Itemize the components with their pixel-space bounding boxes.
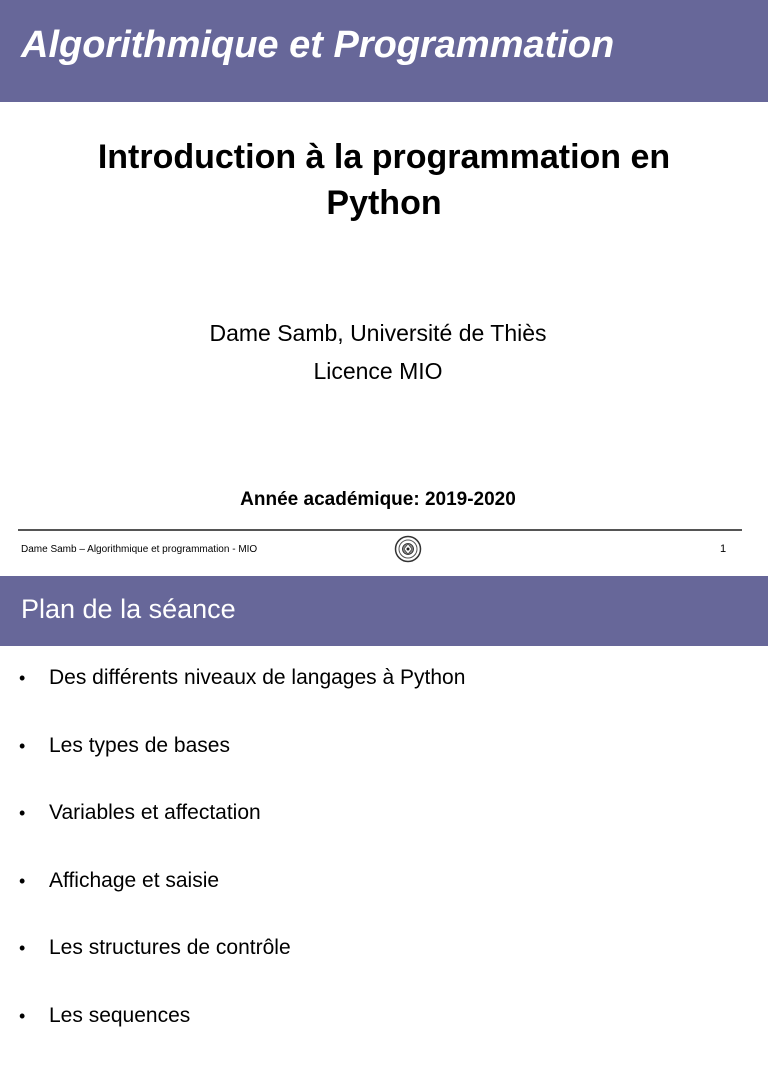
slide-header-bar xyxy=(0,0,768,102)
list-item-text: Affichage et saisie xyxy=(49,868,220,892)
list-item-text: Les types de bases xyxy=(49,733,230,757)
course-title: Algorithmique et Programmation xyxy=(21,24,615,66)
list-item-text: Les sequences xyxy=(49,1003,191,1027)
footer-text: Dame Samb – Algorithmique et programmation - MIO xyxy=(21,544,258,555)
bullet: • xyxy=(19,668,26,688)
bullet: • xyxy=(19,870,26,891)
bullet: • xyxy=(19,735,26,756)
list-item-text: Variables et affectation xyxy=(49,801,261,824)
program-name: Licence MIO xyxy=(313,358,443,384)
title-line-1: Introduction à la programmation en xyxy=(97,138,671,176)
bullet: • xyxy=(19,803,26,823)
list-item-text: Les structures de contrôle xyxy=(49,936,291,959)
list-item-text: Des différents niveaux de langages à Python xyxy=(49,666,466,689)
presentation-title xyxy=(0,134,768,226)
slide-2 xyxy=(0,576,768,1027)
plan-title: Plan de la séance xyxy=(21,594,236,624)
bullet: • xyxy=(19,938,26,958)
author-block xyxy=(0,314,756,390)
academic-year: Année académique: 2019-2020 xyxy=(240,489,516,510)
bullet: • xyxy=(19,1005,26,1026)
author-name: Dame Samb, Université de Thiès xyxy=(209,320,547,346)
university-seal-icon xyxy=(394,535,422,563)
plan-header-bar xyxy=(0,576,768,646)
footer-divider xyxy=(18,529,742,531)
page-number: 1 xyxy=(720,543,727,555)
title-line-2: Python xyxy=(326,184,442,222)
